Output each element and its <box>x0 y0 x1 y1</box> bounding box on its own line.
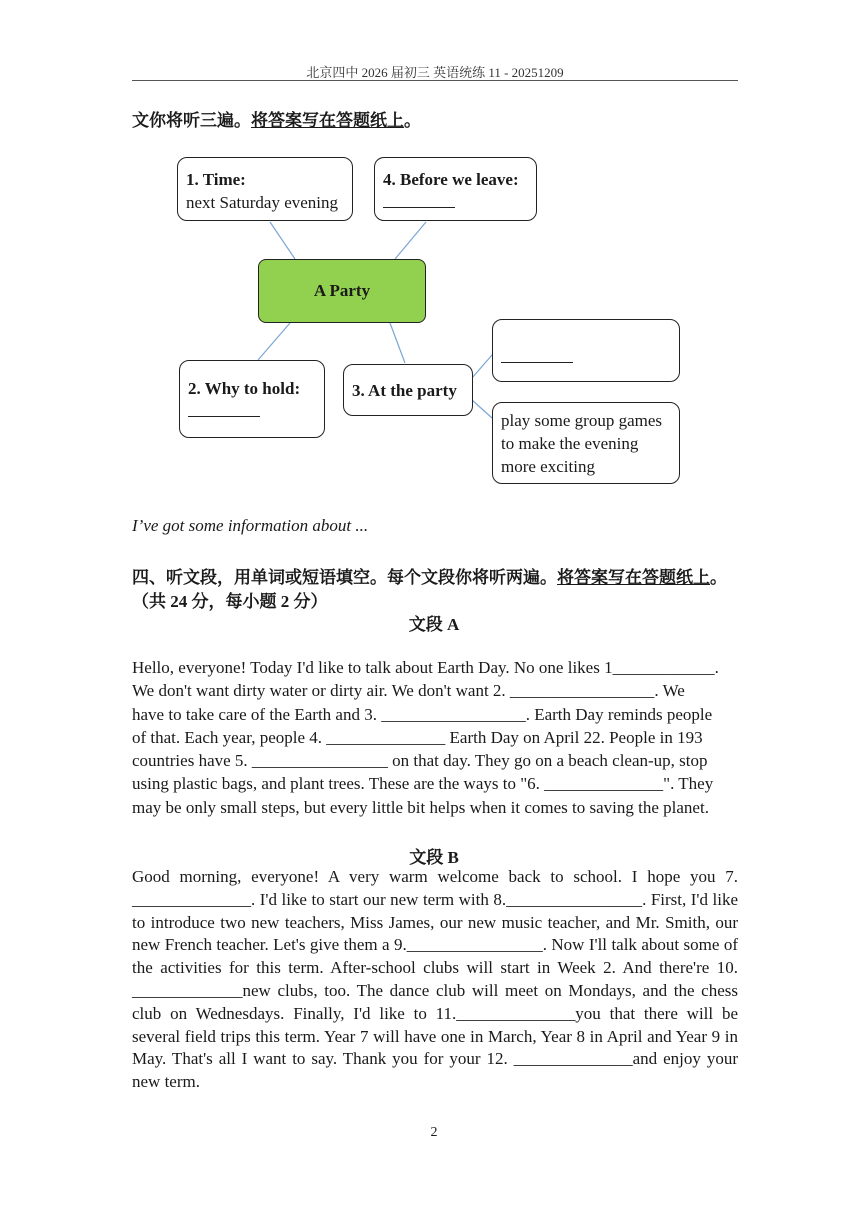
games-box <box>492 402 680 484</box>
time-box <box>177 157 353 221</box>
at-party-title: 3. At the party <box>352 380 457 400</box>
passage-b: Good morning, everyone! A very warm welcome back to school. I hope you 7. ______________. I'd like to start our new term with 8.________________. First, I'd like to introduce two new teachers, Miss James, our new music teacher, and Mr. Smith, our new French teacher. Let's give them a 9.________________. Now I'll talk about some of the activities for this term. After-school clubs will start in Week 2. And there're 10. _____________new clubs, too. The dance club will meet on Mondays, and the chess club on Wednesdays. Finally, I'd like to 11.______________you that there will be several field trips this term. Year 7 will have one in March, Year 8 in April and Year 9 in May. That's all I want to say. Thank you for your 12. ______________and enjoy your new term. <box>132 867 738 1092</box>
mindmap-connectors <box>0 0 868 520</box>
page-header: 北京四中 2026 届初三 英语统练 11 - 20251209 <box>306 65 564 80</box>
section-score: （共 24 分，每小题 2 分） <box>132 592 328 611</box>
time-title: 1. Time: <box>186 170 246 189</box>
party-activity-blank <box>501 346 573 363</box>
passage-a-line: of that. Each year, people 4. ______________ Earth Day on April 22. People in 193 <box>132 727 703 747</box>
connector-time <box>270 222 295 259</box>
connector-before <box>395 222 426 259</box>
party-activity-box <box>492 319 680 382</box>
passage-a-line: using plastic bags, and plant trees. These are the ways to "6. ______________". They <box>132 774 714 794</box>
passage-a-line: Hello, everyone! Today I'd like to talk about Earth Day. No one likes 1____________. <box>132 658 719 677</box>
passage-a-line: We don't want dirty water or dirty air. We don't want 2. _________________. We <box>132 681 685 701</box>
passage-a <box>132 656 738 819</box>
connector-games <box>472 400 492 418</box>
before-title: 4. Before we leave: <box>383 170 519 189</box>
section-title-underlined: 将答案写在答题纸上 <box>557 568 710 587</box>
connector-at-party <box>390 323 405 363</box>
before-blank <box>383 191 455 208</box>
before-leave-box <box>374 157 537 221</box>
passage-a-line: countries have 5. ________________ on that day. They go on a beach clean-up, stop <box>132 751 708 771</box>
intro-underlined: 将答案写在答题纸上 <box>251 111 404 130</box>
page-number: 2 <box>430 1125 438 1140</box>
games-line-3: more exciting <box>501 457 595 476</box>
games-line-1: play some group games <box>501 411 662 430</box>
why-title: 2. Why to hold: <box>188 379 301 398</box>
connector-why <box>258 323 290 360</box>
section-title-end: 。 <box>710 568 727 587</box>
passage-b-title: 文段 B <box>409 848 459 867</box>
passage-a-line: may be only small steps, but every little bit helps when it comes to saving the planet. <box>132 797 709 817</box>
connector-blank-activity <box>472 355 492 378</box>
why-box <box>179 360 325 438</box>
writing-prompt: I’ve got some information about ... <box>132 516 369 535</box>
intro-end: 。 <box>404 111 421 130</box>
at-party-box <box>343 364 473 416</box>
intro-text: 文你将听三遍。 <box>132 111 251 130</box>
section-title-text: 四、听文段，用单词或短语填空。每个文段你将听两遍。 <box>132 568 557 587</box>
section-title <box>132 563 727 588</box>
time-value: next Saturday evening <box>186 193 339 212</box>
passage-a-title: 文段 A <box>408 615 460 634</box>
center-node: A Party <box>258 259 426 323</box>
games-line-2: to make the evening <box>501 434 639 453</box>
why-blank <box>188 400 260 417</box>
passage-a-line: have to take care of the Earth and 3. _________________. Earth Day reminds people <box>132 704 713 724</box>
